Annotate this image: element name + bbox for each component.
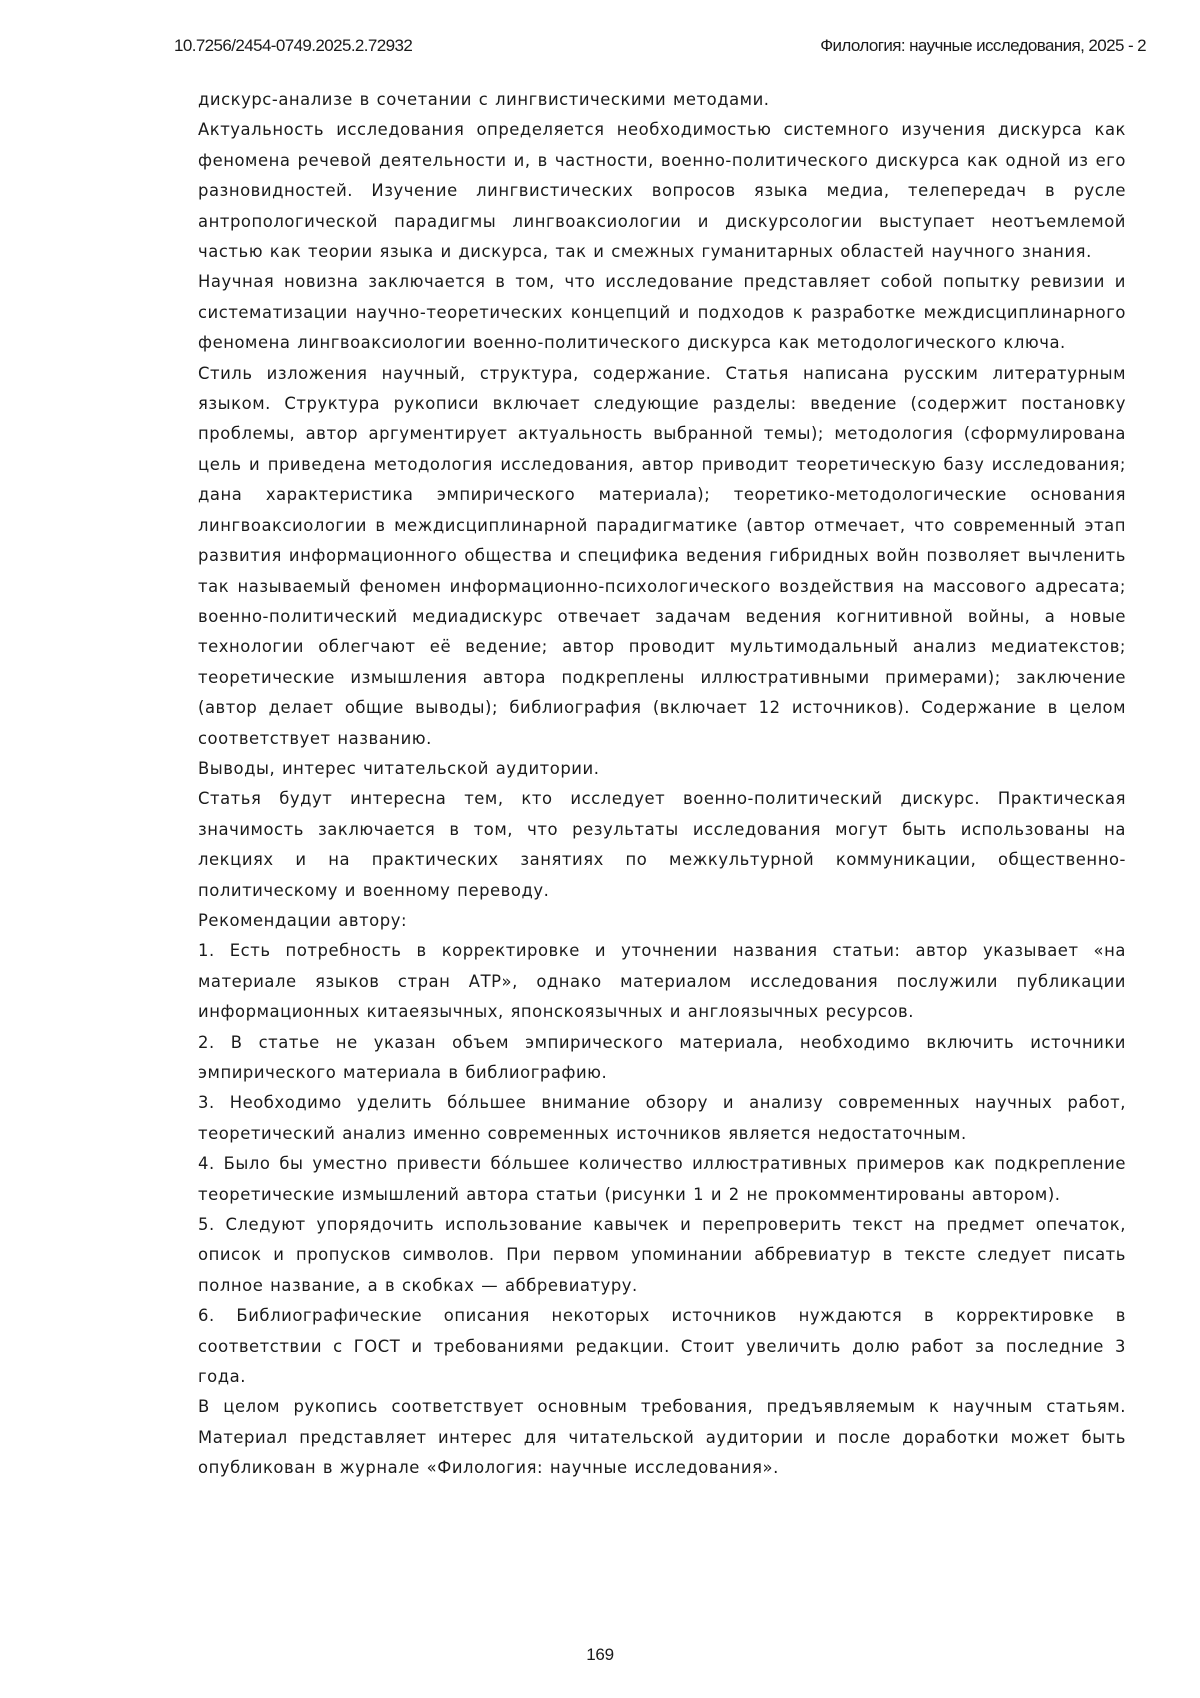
paragraph: В целом рукопись соответствует основным требования, предъявляемым к научным статьям. Материал представляет интерес для читательской аудитории и после доработки может быть опубликован в журнале «Филология: научные исследования».: [198, 1392, 1126, 1483]
article-body: [198, 85, 1126, 1484]
page-header: [174, 36, 1146, 60]
recommendation-item: 4. Было бы уместно привести бóльшее количество иллюстративных примеров как подкрепление теоретические измышлений автора статьи (рисунки 1 и 2 не прокомментированы автором).: [198, 1149, 1126, 1210]
paragraph: Рекомендации автору:: [198, 906, 1126, 936]
doi-label: 10.7256/2454-0749.2025.2.72932: [174, 36, 412, 56]
paragraph: Статья будут интересна тем, кто исследует военно-политический дискурс. Практическая значимость заключается в том, что результаты исследования могут быть использованы на лекциях и на практических занятиях по межкультурной коммуникации, общественно-политическому и военному переводу.: [198, 784, 1126, 906]
paragraph: Стиль изложения научный, структура, содержание. Статья написана русским литературным языком. Структура рукописи включает следующие разделы: введение (содержит постановку проблемы, автор аргументирует актуальность выбранной темы); методология (сформулирована цель и приведена методология исследования, автор приводит теоретическую базу исследования; дана характеристика эмпирического материала); теоретико-методологические основания лингвоаксиологии в междисциплинарной парадигматике (автор отмечает, что современный этап развития информационного общества и специфика ведения гибридных войн позволяет вычленить так называемый феномен информационно-психологического воздействия на массового адресата; военно-политический медиадискурс отвечает задачам ведения когнитивной войны, а новые технологии облегчают её ведение; автор проводит мультимодальный анализ медиатекстов; теоретические измышления автора подкреплены иллюстративными примерами); заключение (автор делает общие выводы); библиография (включает 12 источников). Содержание в целом соответствует названию.: [198, 359, 1126, 754]
recommendation-item: 3. Необходимо уделить бóльшее внимание обзору и анализу современных научных работ, теоретический анализ именно современных источников является недостаточным.: [198, 1088, 1126, 1149]
recommendation-item: 2. В статье не указан объем эмпирического материала, необходимо включить источники эмпирического материала в библиографию.: [198, 1028, 1126, 1089]
recommendation-item: 1. Есть потребность в корректировке и уточнении названия статьи: автор указывает «на материале языков стран АТР», однако материалом исследования послужили публикации информационных китаеязычных, японскоязычных и англоязычных ресурсов.: [198, 936, 1126, 1027]
paragraph: Научная новизна заключается в том, что исследование представляет собой попытку ревизии и систематизации научно-теоретических концепций и подходов к разработке междисциплинарного феномена лингвоаксиологии военно-политического дискурса как методологического ключа.: [198, 267, 1126, 358]
recommendation-item: 6. Библиографические описания некоторых источников нуждаются в корректировке в соответствии с ГОСТ и требованиями редакции. Стоит увеличить долю работ за последние 3 года.: [198, 1301, 1126, 1392]
paragraph: Выводы, интерес читательской аудитории.: [198, 754, 1126, 784]
journal-title: Филология: научные исследования, 2025 - 2: [820, 36, 1146, 56]
page-number: 169: [0, 1645, 1200, 1665]
recommendation-item: 5. Следуют упорядочить использование кавычек и перепроверить текст на предмет опечаток, описок и пропусков символов. При первом упоминании аббревиатур в тексте следует писать полное название, а в скобках — аббревиатуру.: [198, 1210, 1126, 1301]
paragraph: Актуальность исследования определяется необходимостью системного изучения дискурса как феномена речевой деятельности и, в частности, военно-политического дискурса как одной из его разновидностей. Изучение лингвистических вопросов языка медиа, телепередач в русле антропологической парадигмы лингвоаксиологии и дискурсологии выступает неотъемлемой частью как теории языка и дискурса, так и смежных гуманитарных областей научного знания.: [198, 115, 1126, 267]
paragraph: дискурс-анализе в сочетании с лингвистическими методами.: [198, 85, 1126, 115]
